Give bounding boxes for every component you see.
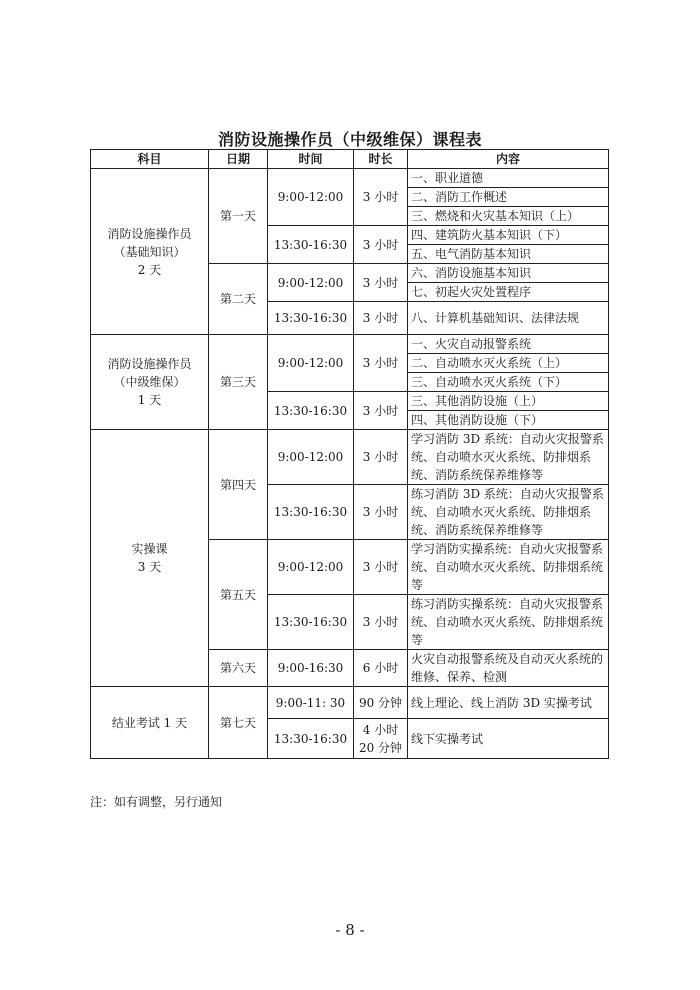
content-cell: 二、消防工作概述 bbox=[408, 188, 609, 207]
duration-cell: 3 小时 bbox=[354, 485, 408, 540]
table-header-row bbox=[91, 150, 609, 169]
duration-cell: 3 小时 bbox=[354, 169, 408, 226]
content-cell: 一、火灾自动报警系统 bbox=[408, 335, 609, 354]
content-cell: 学习消防 3D 系统：自动火灾报警系统、自动喷水灭火系统、防排烟系统、消防系统保养维修等 bbox=[408, 430, 609, 485]
duration-cell: 3 小时 bbox=[354, 392, 408, 430]
table-row bbox=[91, 430, 609, 485]
day-cell: 第二天 bbox=[209, 264, 268, 335]
time-cell: 9:00-12:00 bbox=[268, 169, 354, 226]
header-duration: 时长 bbox=[354, 150, 408, 169]
content-cell: 五、电气消防基本知识 bbox=[408, 245, 609, 264]
day-cell: 第一天 bbox=[209, 169, 268, 264]
duration-cell: 3 小时 bbox=[354, 430, 408, 485]
content-cell: 练习消防实操系统：自动火灾报警系统、自动喷水灭火系统、防排烟系统等 bbox=[408, 595, 609, 650]
day-cell: 第七天 bbox=[209, 687, 268, 759]
header-content: 内容 bbox=[408, 150, 609, 169]
content-cell: 练习消防 3D 系统：自动火灾报警系统、自动喷水灭火系统、防排烟系统、消防系统保养维修等 bbox=[408, 485, 609, 540]
duration-cell: 3 小时 bbox=[354, 335, 408, 392]
time-cell: 9:00-11: 30 bbox=[268, 687, 354, 719]
duration-cell: 3 小时 bbox=[354, 226, 408, 264]
subject-cell-practice: 实操课 3 天 bbox=[91, 430, 209, 687]
page-number: - 8 - bbox=[335, 921, 365, 939]
content-cell: 三、自动喷水灭火系统（下） bbox=[408, 373, 609, 392]
header-date: 日期 bbox=[209, 150, 268, 169]
table-row bbox=[91, 169, 609, 188]
content-cell: 八、计算机基础知识、法律法规 bbox=[408, 302, 609, 335]
day-cell: 第六天 bbox=[209, 650, 268, 687]
duration-cell: 3 小时 bbox=[354, 302, 408, 335]
time-cell: 13:30-16:30 bbox=[268, 485, 354, 540]
time-cell: 13:30-16:30 bbox=[268, 595, 354, 650]
content-cell: 火灾自动报警系统及自动灭火系统的维修、保养、检测 bbox=[408, 650, 609, 687]
duration-cell: 3 小时 bbox=[354, 595, 408, 650]
content-cell: 二、自动喷水灭火系统（上） bbox=[408, 354, 609, 373]
duration-cell: 4 小时 20 分钟 bbox=[354, 719, 408, 759]
content-cell: 七、初起火灾处置程序 bbox=[408, 283, 609, 302]
time-cell: 9:00-12:00 bbox=[268, 264, 354, 302]
time-cell: 9:00-12:00 bbox=[268, 335, 354, 392]
day-cell: 第四天 bbox=[209, 430, 268, 540]
day-cell: 第五天 bbox=[209, 540, 268, 650]
duration-cell: 3 小时 bbox=[354, 264, 408, 302]
subject-cell-mid: 消防设施操作员 （中级维保） 1 天 bbox=[91, 335, 209, 430]
content-cell: 线下实操考试 bbox=[408, 719, 609, 759]
time-cell: 9:00-16:30 bbox=[268, 650, 354, 687]
content-cell: 四、建筑防火基本知识（下） bbox=[408, 226, 609, 245]
subject-cell-exam: 结业考试 1 天 bbox=[91, 687, 209, 759]
duration-cell: 6 小时 bbox=[354, 650, 408, 687]
time-cell: 13:30-16:30 bbox=[268, 392, 354, 430]
time-cell: 13:30-16:30 bbox=[268, 302, 354, 335]
content-cell: 三、其他消防设施（上） bbox=[408, 392, 609, 411]
duration-cell: 3 小时 bbox=[354, 540, 408, 595]
time-cell: 13:30-16:30 bbox=[268, 719, 354, 759]
header-subject: 科目 bbox=[91, 150, 209, 169]
content-cell: 三、燃烧和火灾基本知识（上） bbox=[408, 207, 609, 226]
content-cell: 线上理论、线上消防 3D 实操考试 bbox=[408, 687, 609, 719]
footnote: 注：如有调整，另行通知 bbox=[90, 795, 223, 809]
content-cell: 一、职业道德 bbox=[408, 169, 609, 188]
header-time: 时间 bbox=[268, 150, 354, 169]
content-cell: 六、消防设施基本知识 bbox=[408, 264, 609, 283]
duration-cell: 90 分钟 bbox=[354, 687, 408, 719]
time-cell: 9:00-12:00 bbox=[268, 430, 354, 485]
schedule-table bbox=[90, 149, 609, 759]
time-cell: 9:00-12:00 bbox=[268, 540, 354, 595]
table-row bbox=[91, 687, 609, 719]
time-cell: 13:30-16:30 bbox=[268, 226, 354, 264]
page-title: 消防设施操作员（中级维保）课程表 bbox=[217, 130, 482, 149]
day-cell: 第三天 bbox=[209, 335, 268, 430]
table-row bbox=[91, 335, 609, 354]
subject-cell-basic: 消防设施操作员 （基础知识） 2 天 bbox=[91, 169, 209, 335]
content-cell: 学习消防实操系统：自动火灾报警系统、自动喷水灭火系统、防排烟系统等 bbox=[408, 540, 609, 595]
content-cell: 四、其他消防设施（下） bbox=[408, 411, 609, 430]
